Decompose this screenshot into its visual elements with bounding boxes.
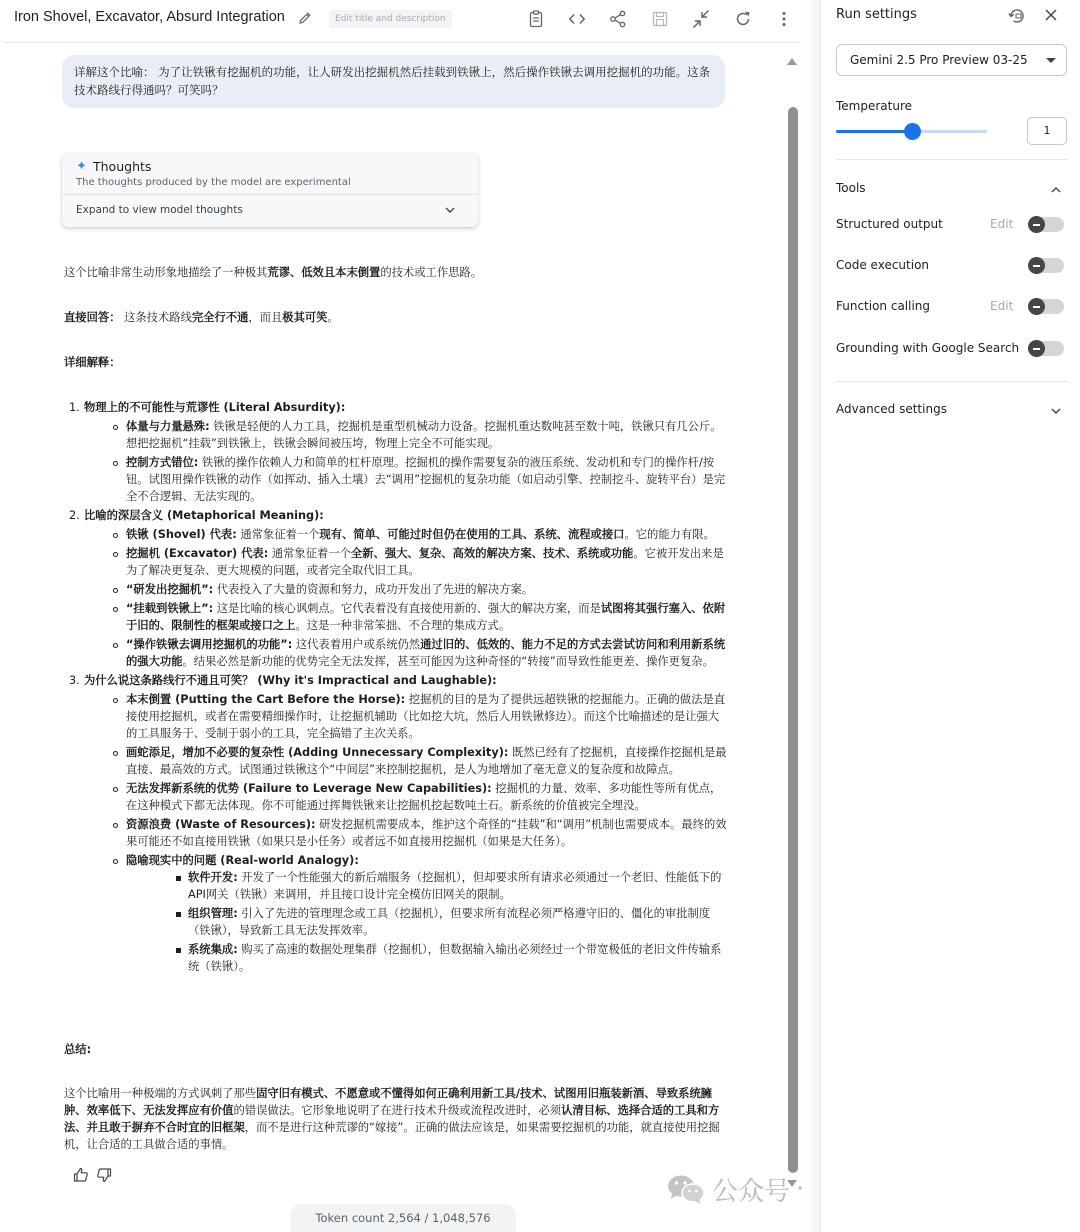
share-icon[interactable]	[608, 9, 628, 29]
list-item: 挖掘机 (Excavator) 代表: 通常象征着一个全新、强大、复杂、高效的解决方案、技术、系统或功能。它被开发出来是为了解决更复杂、更大规模的问题，或者完全取代旧工具。	[84, 545, 728, 579]
list-item: “操作铁锹去调用挖掘机的功能”: 这代表着用户或系统仍然通过旧的、低效的、能力不足的方式去尝试访问和利用新系统的强大功能。结果必然是新功能的优势完全无法发挥，甚至可能因为这种奇怪的“转接”而导致性能更差、操作更复杂。	[84, 636, 728, 670]
token-count: Token count 2,564 / 1,048,576	[290, 1204, 516, 1232]
thoughts-divider	[62, 194, 478, 195]
list-item: 控制方式错位: 铁锹的操作依赖人力和简单的杠杆原理。挖掘机的操作需要复杂的液压系统、发动机和专门的操作杆/按钮。试图用操作铁锹的动作（如挥动、插入土壤）去“调用”挖掘机的复杂功能（如启动引擎、控制挖斗、旋转平台）是完全不合逻辑、无法实现的。	[84, 454, 728, 505]
summary-paragraph: 这个比喻用一种极端的方式讽刺了那些固守旧有模式、不愿意或不懂得如何正确利用新工具/技术、试图用旧瓶装新酒、导致系统臃肿、效率低下、无法发挥应有价值的错误做法。它形象地说明了在进行技术升级或流程改进时，必须认清目标、选择合适的工具和方法、并且敢于摒弃不合时宜的旧框架，而不是进行这种荒谬的“嫁接”。正确的做法应该是，如果需要挖掘机的功能，就直接使用挖掘机，让合适的工具做合适的事情。	[64, 1087, 720, 1151]
list-item: 软件开发: 开发了一个性能强大的新后端服务（挖掘机），但却要求所有请求必须通过一个老旧、性能低下的API网关（铁锹）来调用，并且接口设计完全模仿旧网关的限制。	[126, 869, 728, 903]
divider	[836, 159, 1068, 160]
list-item: 2. 比喻的深层含义 (Metaphorical Meaning): 铁锹 (Shovel) 代表: 通常象征着一个现有、简单、可能过时但仍在使用的工具、系统、流程或接口。它的能力有限。 挖掘机 (Excavator) 代表: 通常象征着一个全新、强大、复杂、高效的解决方案、技术、系统或功能。它被开发出来是为了解决更复杂、更大规模的问题，或者完全取代旧工具。 “研发出挖掘机”: 代表投入了大量的资源和努力，成功开发出了先进的解决方案。 “挂载到铁锹上”: 这是比喻的核心讽刺点。它代表着没有直接使用新的、强大的解决方案，而是试图将其强行塞入、依附于旧的、限制性的框架或接口之上。这是一种非常笨拙、不合理的集成方式。 “操作铁锹去调用挖掘机的功能”: 这代表着用户或系统仍然通过旧的、低效的、能力不足的方式去尝试访问和利用新系统的强大功能。结果必然是新功能的优势完全无法发挥，甚至可能因为这种奇怪的“转接”而导致性能更差、操作更复杂。	[64, 507, 728, 670]
tool-structured-output: Structured output Edit	[836, 213, 1068, 237]
title-divider	[4, 42, 800, 43]
edit-button[interactable]: Edit	[990, 217, 1014, 231]
thoughts-card[interactable]	[62, 153, 478, 227]
function-calling-toggle[interactable]	[1029, 299, 1064, 314]
divider	[836, 381, 1068, 382]
scroll-up-arrow-icon[interactable]	[787, 58, 797, 65]
code-icon[interactable]	[567, 9, 587, 29]
list-item: 体量与力量悬殊: 铁锹是轻便的人力工具，挖掘机是重型机械动力设备。挖掘机重达数吨甚至数十吨，铁锹只有几公斤。想把挖掘机“挂载”到铁锹上，铁锹会瞬间被压垮，物理上完全不可能实现。	[84, 418, 728, 452]
list-item: 本末倒置 (Putting the Cart Before the Horse): 挖掘机的目的是为了提供远超铁锹的挖掘能力。正确的做法是直接使用挖掘机，或者在需要精细操作时，让挖掘机辅助（比如挖大坑，然后人用铁锹修边）。而这个比喻描述的是让强大的工具服务于、受制于弱小的工具，完全搞错了主次关系。	[84, 691, 728, 742]
edit-button[interactable]: Edit	[990, 299, 1014, 313]
prompt-title[interactable]: Iron Shovel, Excavator, Absurd Integration	[14, 9, 285, 25]
direct-answer: 直接回答： 这条技术路线完全行不通，而且极其可笑。	[64, 311, 339, 324]
list-item: 组织管理: 引入了先进的管理理念或工具（挖掘机），但要求所有流程必须严格遵守旧的、僵化的审批制度（铁锹），导致新工具无法发挥效率。	[126, 905, 728, 939]
tool-grounding: Grounding with Google Search	[836, 337, 1068, 361]
pencil-icon[interactable]	[297, 10, 313, 26]
list-item: 隐喻现实中的问题 (Real-world Analogy): 软件开发: 开发了一个性能强大的新后端服务（挖掘机），但却要求所有请求必须通过一个老旧、性能低下的API网关（铁锹）来调用，并且接口设计完全模仿旧网关的限制。 组织管理: 引入了先进的管理理念或工具（挖掘机），但要求所有流程必须严格遵守旧的、僵化的审批制度（铁锹），导致新工具无法发挥效率。 系统集成: 购买了高速的数据处理集群（挖掘机），但数据输入输出必须经过一个带宽极低的老旧文件传输系统（铁锹）。	[84, 852, 728, 975]
tool-function-calling: Function calling Edit	[836, 295, 1068, 319]
save-icon[interactable]	[650, 9, 670, 29]
user-message[interactable]: 详解这个比喻： 为了让铁锹有挖掘机的功能，让人研发出挖掘机然后挂载到铁锹上，然后操作铁锹去调用挖掘机的功能。这条技术路线行得通吗？可笑吗？	[62, 55, 725, 108]
chevron-down-icon[interactable]	[1049, 404, 1063, 418]
code-execution-toggle[interactable]	[1029, 258, 1064, 273]
panel-divider	[806, 0, 820, 1232]
grounding-toggle[interactable]	[1029, 341, 1064, 356]
watermark-separator: ·	[796, 1174, 805, 1204]
list-item: 3. 为什么说这条路线行不通且可笑？ (Why it's Impractical and Laughable): 本末倒置 (Putting the Cart Before the Horse): 挖掘机的目的是为了提供远超铁锹的挖掘能力。正确的做法是直接使用挖掘机，或者在需要精细操作时，让挖掘机辅助（比如挖大坑，然后人用铁锹修边）。而这个比喻描述的是让强大的工具服务于、受制于弱小的工具，完全搞错了主次关系。 画蛇添足，增加不必要的复杂性 (Adding Unnecessary Complexity): 既然已经有了挖掘机，直接操作挖掘机是最直接、最高效的方式。试图通过铁锹这个“中间层”来控制挖掘机，是人为地增加了毫无意义的复杂度和故障点。 无法发挥新系统的优势 (Failure to Leverage New Capabilities): 挖掘机的力量、效率、多功能性等所有优点，在这种模式下都无法体现。你不可能通过挥舞铁锹来让挖掘机挖起数吨土石。新系统的价值被完全埋没。 资源浪费 (Waste of Resources): 研发挖掘机需要成本，维护这个奇怪的“挂载”和“调用”机制也需要成本。最终的效果可能还不如直接用铁锹（如果只是小任务）或者远不如直接用挖掘机（如果是大任务）。 隐喻现实中的问题 (Real-world Analogy): 软件开发: 开发了一个性能强大的新后端服务（挖掘机），但却要求所有请求必须通过一个老旧、性能低下的API网关（铁锹）来调用，并且接口设计完全模仿旧网关的限制。 组织管理: 引入了先进的管理理念或工具（挖掘机），但要求所有流程必须严格遵守旧的、僵化的审批制度（铁锹），导致新工具无法发挥效率。 系统集成: 购买了高速的数据处理集群（挖掘机），但数据输入输出必须经过一个带宽极低的老旧文件传输系统（铁锹）。	[69, 674, 727, 973]
structured-output-toggle[interactable]	[1029, 217, 1064, 232]
list-item: “挂载到铁锹上”: 这是比喻的核心讽刺点。它代表着没有直接使用新的、强大的解决方案，而是试图将其强行塞入、依附于旧的、限制性的框架或接口之上。这是一种非常笨拙、不合理的集成方式。	[84, 600, 728, 634]
advanced-settings-heading[interactable]: Advanced settings	[836, 402, 947, 416]
model-name: Gemini 2.5 Pro Preview 03-25	[850, 53, 1028, 67]
edit-description-button[interactable]: Edit title and description	[329, 10, 452, 28]
list-item: 铁锹 (Shovel) 代表: 通常象征着一个现有、简单、可能过时但仍在使用的工具、系统、流程或接口。它的能力有限。	[84, 526, 728, 543]
detail-heading: 详细解释：	[64, 356, 121, 369]
refresh-icon[interactable]	[733, 9, 753, 29]
temperature-input[interactable]: 1	[1027, 117, 1067, 145]
close-icon[interactable]	[1043, 7, 1059, 23]
run-settings-title: Run settings	[836, 7, 917, 22]
list-item: 资源浪费 (Waste of Resources): 研发挖掘机需要成本，维护这个奇怪的“挂载”和“调用”机制也需要成本。最终的效果可能还不如直接用铁锹（如果只是小任务）或者远不如直接用挖掘机（如果是大任务）。	[84, 816, 728, 850]
clipboard-icon[interactable]	[526, 9, 546, 29]
compare-icon[interactable]	[691, 9, 711, 29]
thoughts-title: Thoughts	[93, 159, 152, 174]
thoughts-subtitle: The thoughts produced by the model are experimental	[76, 177, 351, 188]
temperature-slider-handle[interactable]	[904, 123, 921, 140]
list-item: 无法发挥新系统的优势 (Failure to Leverage New Capabilities): 挖掘机的力量、效率、多功能性等所有优点，在这种模式下都无法体现。你不可能通过挥舞铁锹来让挖掘机挖起数吨土石。新系统的价值被完全埋没。	[84, 780, 728, 814]
list-item: “研发出挖掘机”: 代表投入了大量的资源和努力，成功开发出了先进的解决方案。	[84, 581, 728, 598]
watermark-brand: 公众号	[712, 1176, 791, 1207]
thumbs-down-icon[interactable]	[95, 1166, 113, 1184]
list-item: 系统集成: 购买了高速的数据处理集群（挖掘机），但数据输入输出必须经过一个带宽极低的老旧文件传输系统（铁锹）。	[126, 941, 728, 975]
model-selector[interactable]	[836, 44, 1067, 76]
temperature-slider-fill	[836, 130, 912, 133]
dropdown-caret-icon	[1046, 58, 1056, 63]
explanation-list	[64, 399, 728, 977]
scrollbar-thumb[interactable]	[788, 107, 798, 1173]
thumbs-up-icon[interactable]	[72, 1166, 90, 1184]
title-bar	[0, 0, 806, 40]
list-item: 1. 物理上的不可能性与荒谬性 (Literal Absurdity): 体量与力量悬殊: 铁锹是轻便的人力工具，挖掘机是重型机械动力设备。挖掘机重达数吨甚至数十吨，铁锹只有几公斤。想把挖掘机“挂载”到铁锹上，铁锹会瞬间被压垮，物理上完全不可能实现。 控制方式错位: 铁锹的操作依赖人力和简单的杠杆原理。挖掘机的操作需要复杂的液压系统、发动机和专门的操作杆/按钮。试图用操作铁锹的动作（如挥动、插入土壤）去“调用”挖掘机的复杂功能（如启动引擎、控制挖斗、旋转平台）是完全不合逻辑、无法实现的。	[64, 399, 728, 505]
response-intro: 这个比喻非常生动形象地描绘了一种极其荒谬、低效且本末倒置的技术或工作思路。	[64, 266, 483, 279]
chevron-up-icon[interactable]	[1049, 183, 1063, 197]
more-icon[interactable]	[774, 9, 794, 29]
wechat-icon	[666, 1173, 706, 1205]
summary-heading: 总结:	[64, 1043, 92, 1056]
list-item: 画蛇添足，增加不必要的复杂性 (Adding Unnecessary Complexity): 既然已经有了挖掘机，直接操作挖掘机是最直接、最高效的方式。试图通过铁锹这个“中间层”来控制挖掘机，是人为地增加了毫无意义的复杂度和故障点。	[84, 744, 728, 778]
run-settings-panel	[820, 0, 1080, 1232]
reset-settings-icon[interactable]	[1007, 6, 1027, 26]
chevron-down-icon[interactable]	[443, 203, 457, 217]
temperature-slider[interactable]	[836, 130, 987, 133]
tools-heading[interactable]: Tools	[836, 181, 866, 195]
temperature-label: Temperature	[836, 99, 913, 113]
expand-thoughts-button[interactable]: Expand to view model thoughts	[76, 204, 243, 216]
tool-code-execution: Code execution	[836, 254, 1068, 278]
sparkle-icon: ✦	[76, 159, 87, 174]
